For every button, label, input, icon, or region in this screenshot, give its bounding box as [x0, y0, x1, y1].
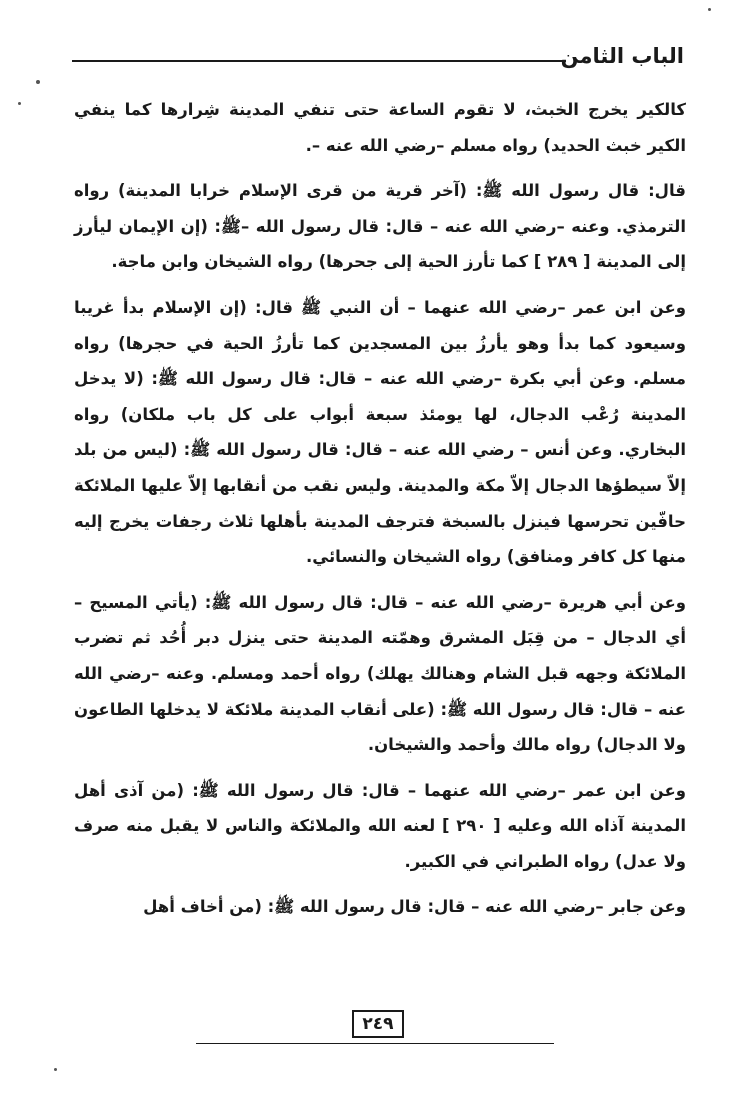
- body-text: [74, 92, 686, 925]
- running-header: [72, 42, 684, 74]
- paragraph: وعن ابن عمر –رضي الله عنهما – قال: قال رسول الله ﷺ: (من آذى أهل المدينة آذاه الله وعليه [ ٢٩٠ ] لعنه الله والملائكة والناس لا يقبل منه صرف ولا عدل) رواه الطبراني في الكبير.: [74, 780, 686, 871]
- scan-speck: [18, 102, 21, 105]
- scan-speck: [36, 80, 40, 84]
- paragraph: وعن أبي هريرة –رضي الله عنه – قال: قال رسول الله ﷺ: (يأتي المسيح – أي الدجال – من قِبَل المشرق وهمّته المدينة حتى ينزل دبر أُحُد ثم تضرب الملائكة وجهه قبل الشام وهنالك يهلك) رواه أحمد ومسلم. وعنه –رضي الله عنه – قال: قال رسول الله ﷺ: (على أنقاب المدينة ملائكة لا يدخلها الطاعون ولا الدجال) رواه مالك وأحمد والشيخان.: [74, 592, 686, 755]
- scan-speck: [54, 1068, 57, 1071]
- footer-rule: [196, 1043, 554, 1044]
- page-number: ٢٤٩: [352, 1010, 404, 1038]
- paragraph: وعن ابن عمر –رضي الله عنهما – أن النبي ﷺ قال: (إن الإسلام بدأ غريبا وسيعود كما بدأ وهو يأرزُ بين المسجدين كما تأرزُ الحية في حجرها) رواه مسلم. وعن أبي بكرة –رضي الله عنه – قال: قال رسول الله ﷺ: (لا يدخل المدينة رُعْب الدجال، لها يومئذ سبعة أبواب على كل باب ملكان) رواه البخاري. وعن أنس – رضي الله عنه – قال: قال رسول الله ﷺ: (ليس من بلد إلاّ سيطؤها الدجال إلاّ مكة والمدينة. وليس نقب من أنقابها إلاّ عليها الملائكة حافّين تحرسها فينزل بالسبخة فترجف المدينة بأهلها ثلاث رجفات يخرج إليه منها كل كافر ومنافق) رواه الشيخان والنسائي.: [74, 297, 686, 567]
- paragraph: وعن جابر –رضي الله عنه – قال: قال رسول الله ﷺ: (من أخاف أهل: [143, 897, 686, 917]
- paragraph: كالكير يخرج الخبث، لا تقوم الساعة حتى تنفي المدينة شِرارها كما ينفي الكير خبث الحديد) رواه مسلم –رضي الله عنه –.: [74, 100, 686, 155]
- header-rule: [72, 60, 566, 62]
- chapter-title: الباب الثامن: [560, 44, 684, 68]
- scan-speck: [708, 8, 711, 11]
- paragraph: قال: قال رسول الله ﷺ: (آخر قرية من قرى الإسلام خرابا المدينة) رواه الترمذي. وعنه –رضي الله عنه – قال: قال رسول الله –ﷺ: (إن الإيمان ليأرز إلى المدينة [ ٢٨٩ ] كما تأرز الحية إلى جحرها) رواه الشيخان وابن ماجة.: [74, 181, 686, 272]
